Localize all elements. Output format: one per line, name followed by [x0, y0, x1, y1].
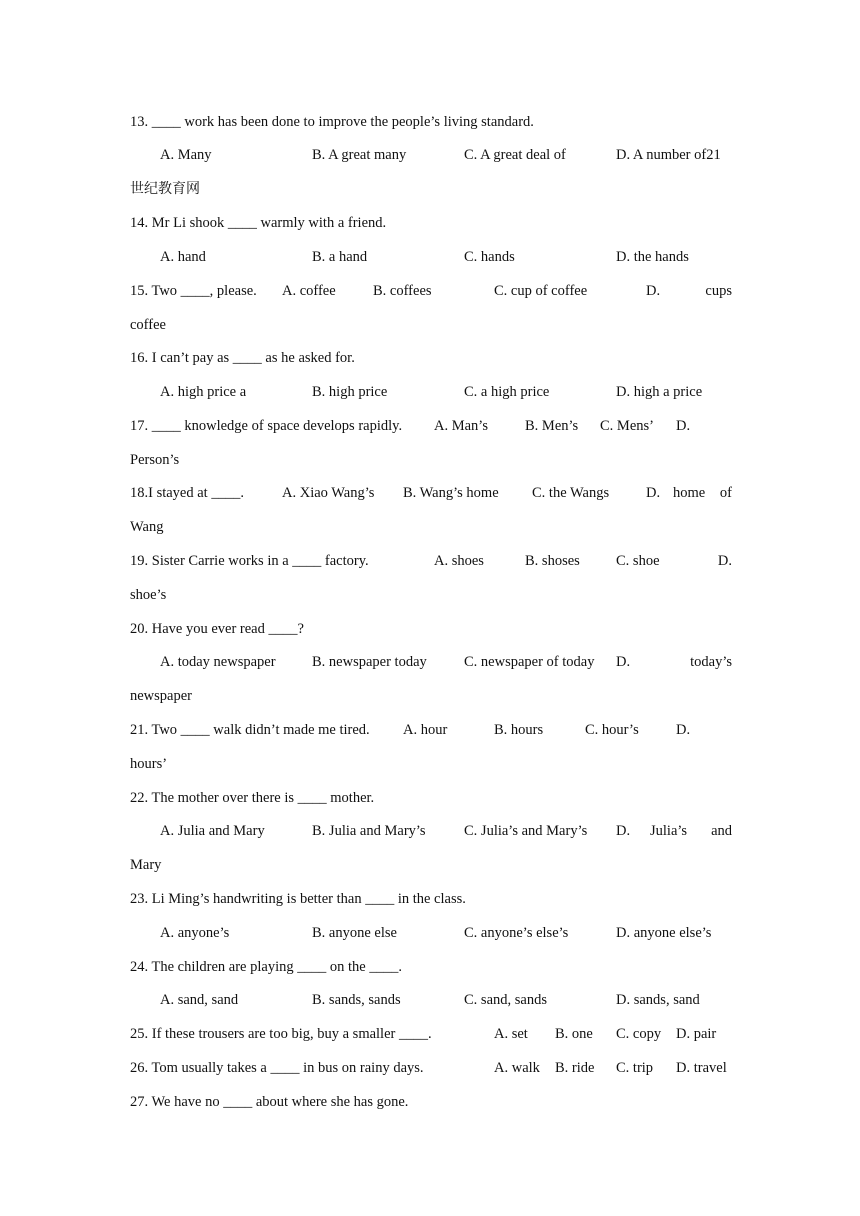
question-20-wrap: newspaper [130, 688, 193, 704]
option: A. Many [160, 147, 212, 163]
option: D. travel [676, 1060, 727, 1076]
question-21-wrap: hours’ [130, 756, 168, 772]
question-23-stem: 23. Li Ming’s handwriting is better than ____ in the class. [130, 891, 466, 907]
question-13-stem: 13. ____ work has been done to improve the people’s living standard. [130, 114, 534, 130]
option: A. today newspaper [160, 654, 276, 670]
option: D. [676, 418, 691, 434]
option: A. set [494, 1026, 528, 1042]
option: B. Men’s [525, 418, 579, 434]
option: B. A great many [312, 147, 407, 163]
option: A. coffee [282, 283, 336, 299]
option: A. Julia and Mary [160, 823, 265, 839]
option: B. a hand [312, 249, 368, 265]
question-27-stem: 27. We have no ____ about where she has gone. [130, 1094, 409, 1110]
option-continued: home [673, 485, 706, 501]
option-continued: today’s [690, 654, 732, 670]
question-20-stem: 20. Have you ever read ____? [130, 621, 304, 637]
option: B. ride [555, 1060, 595, 1076]
question-25-stem: 25. If these trousers are too big, buy a smaller ____. [130, 1026, 432, 1042]
option: D. [616, 654, 631, 670]
question-13-options [160, 144, 732, 166]
option: B. hours [494, 722, 544, 738]
option: C. anyone’s else’s [464, 925, 569, 941]
question-18-stem: 18.I stayed at ____. [130, 485, 244, 501]
question-19-stem: 19. Sister Carrie works in a ____ factory. [130, 553, 369, 569]
option: A. Man’s [434, 418, 488, 434]
option: B. anyone else [312, 925, 397, 941]
option: A. high price a [160, 384, 247, 400]
option: A. walk [494, 1060, 540, 1076]
option: D. pair [676, 1026, 717, 1042]
option: A. sand, sand [160, 992, 239, 1008]
option: D. A number of21 [616, 147, 721, 163]
option: C. cup of coffee [494, 283, 588, 299]
option-continued: and [711, 823, 732, 839]
option-continued: Julia’s [650, 823, 688, 839]
question-15-stem: 15. Two ____, please. [130, 283, 257, 299]
question-24-options [160, 989, 732, 1011]
question-17-stem-line [130, 415, 732, 437]
option: B. coffees [373, 283, 432, 299]
question-19-wrap: shoe’s [130, 587, 167, 603]
question-22-wrap: Mary [130, 857, 162, 873]
question-19-stem-line [130, 550, 732, 572]
option: C. hands [464, 249, 515, 265]
question-15-stem-line [130, 280, 732, 302]
question-23-options [160, 922, 732, 944]
question-21-stem-line [130, 719, 732, 741]
option: B. shoses [525, 553, 580, 569]
question-20-options [160, 651, 732, 673]
option: B. one [555, 1026, 593, 1042]
option: D. [717, 553, 732, 569]
option: B. Wang’s home [403, 485, 499, 501]
option: D. [676, 722, 691, 738]
option: D. the hands [616, 249, 689, 265]
question-22-stem: 22. The mother over there is ____ mother. [130, 790, 375, 806]
question-24-stem: 24. The children are playing ____ on the ____. [130, 959, 402, 975]
option-continued: cups [705, 283, 732, 299]
option: D. high a price [616, 384, 703, 400]
question-17-stem: 17. ____ knowledge of space develops rapidly. [130, 418, 403, 434]
option: A. anyone’s [160, 925, 230, 941]
question-16-stem: 16. I can’t pay as ____ as he asked for. [130, 350, 355, 366]
question-26-stem-line [130, 1057, 732, 1079]
option: C. a high price [464, 384, 550, 400]
option: B. Julia and Mary’s [312, 823, 426, 839]
question-13-wrap: 世纪教育网 [130, 181, 200, 197]
option: C. A great deal of [464, 147, 566, 163]
question-26-stem: 26. Tom usually takes a ____ in bus on rainy days. [130, 1060, 424, 1076]
question-25-stem-line [130, 1023, 732, 1045]
option: A. hand [160, 249, 206, 265]
option: B. high price [312, 384, 388, 400]
question-21-stem: 21. Two ____ walk didn’t made me tired. [130, 722, 370, 738]
option: A. Xiao Wang’s [282, 485, 375, 501]
option: D. [616, 823, 631, 839]
option: D. [646, 283, 661, 299]
option: A. shoes [434, 553, 484, 569]
option: C. hour’s [585, 722, 639, 738]
question-22-options [160, 820, 732, 842]
option: C. Julia’s and Mary’s [464, 823, 588, 839]
option: D. sands, sand [616, 992, 700, 1008]
question-17-wrap: Person’s [130, 452, 180, 468]
question-14-options [160, 246, 732, 268]
option: C. the Wangs [532, 485, 610, 501]
option-continued: of [719, 485, 732, 501]
option: C. Mens’ [600, 418, 654, 434]
option: C. copy [616, 1026, 662, 1042]
option: A. hour [403, 722, 448, 738]
option: B. sands, sands [312, 992, 401, 1008]
option: C. shoe [616, 553, 660, 569]
question-16-options [160, 381, 732, 403]
option: D. anyone else’s [616, 925, 712, 941]
option: C. sand, sands [464, 992, 547, 1008]
question-18-wrap: Wang [130, 519, 164, 535]
option: C. trip [616, 1060, 654, 1076]
question-15-wrap: coffee [130, 317, 166, 333]
option: B. newspaper today [312, 654, 427, 670]
option: C. newspaper of today [464, 654, 595, 670]
option: D. [646, 485, 661, 501]
question-14-stem: 14. Mr Li shook ____ warmly with a friend. [130, 215, 387, 231]
question-18-stem-line [130, 482, 732, 504]
